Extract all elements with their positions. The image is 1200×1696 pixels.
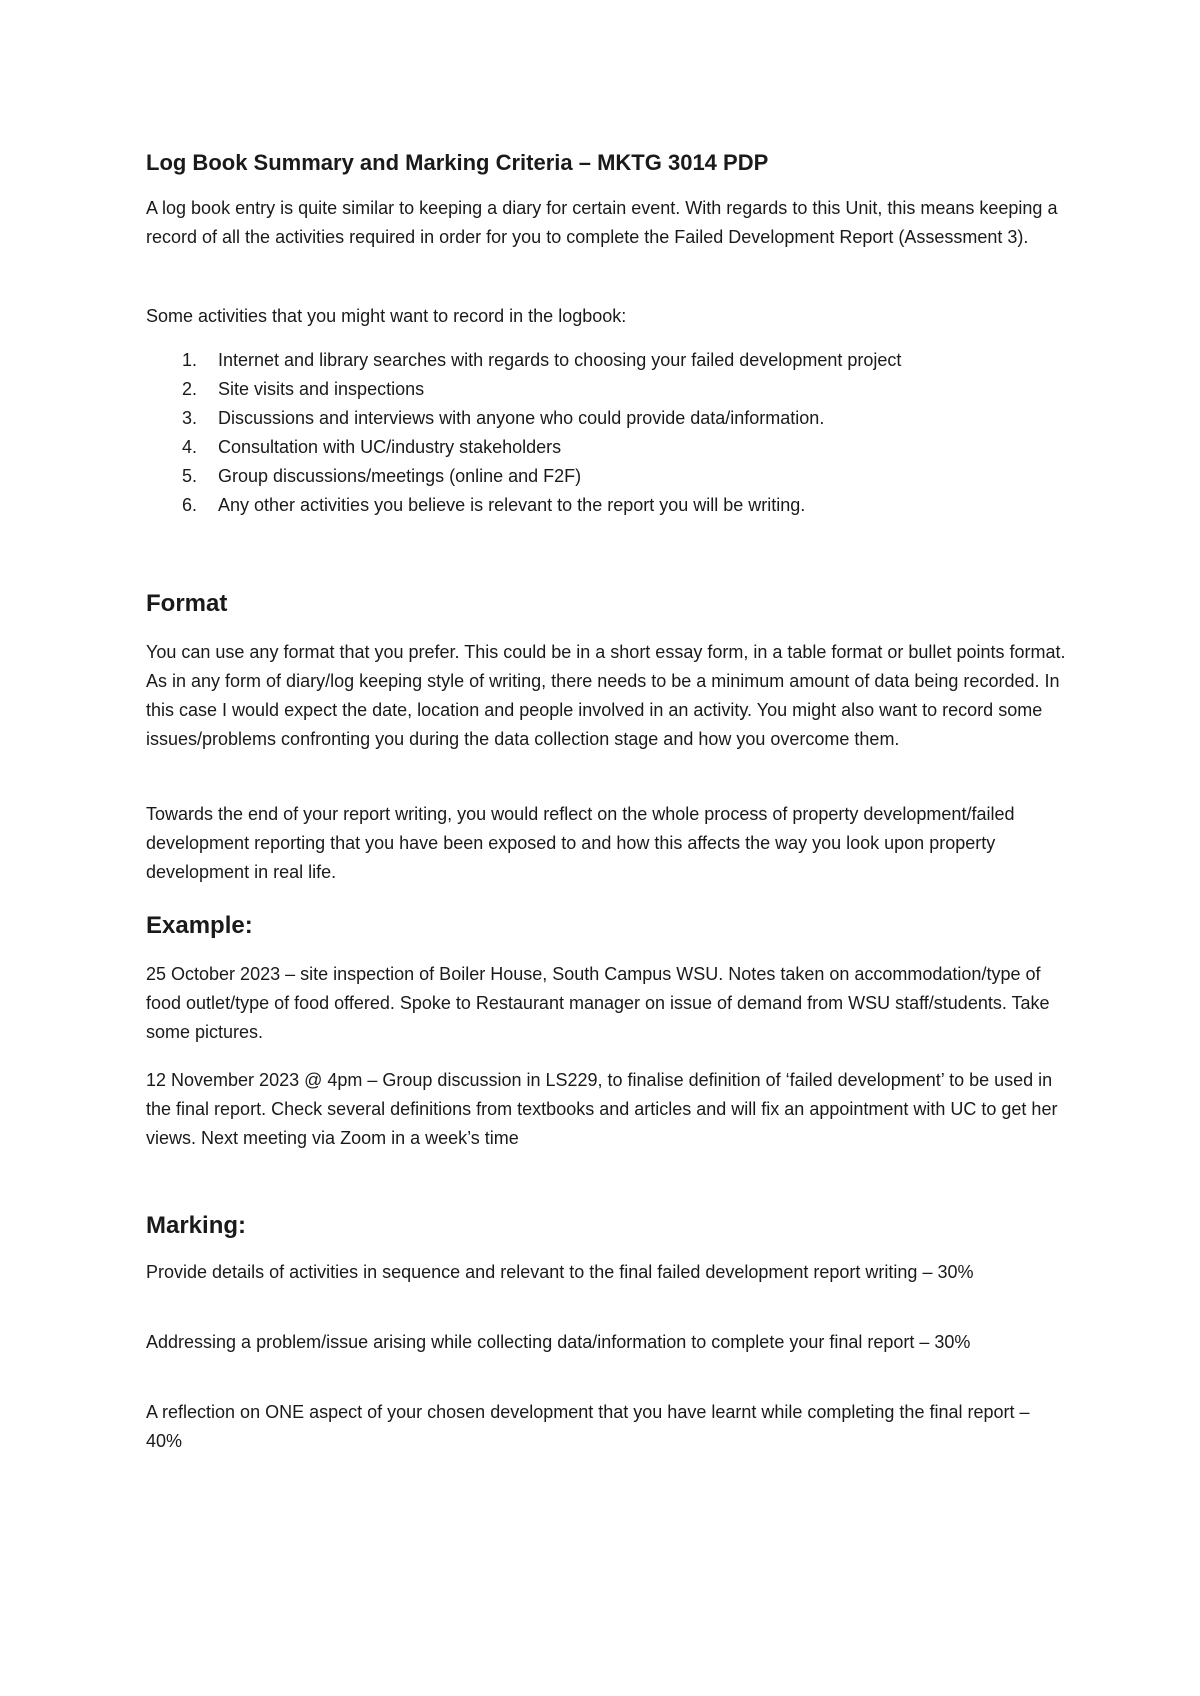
example-heading: Example: xyxy=(146,912,253,939)
marking-criterion: Addressing a problem/issue arising while collecting data/information to complete your final report – 30% xyxy=(146,1332,971,1352)
list-item-text: Internet and library searches with regards to choosing your failed development project xyxy=(218,350,902,370)
list-item-text: Site visits and inspections xyxy=(218,379,425,399)
list-item-text: Discussions and interviews with anyone who could provide data/information. xyxy=(218,408,825,428)
list-item xyxy=(146,346,1066,375)
list-item xyxy=(146,375,1066,404)
format-heading: Format xyxy=(146,590,228,617)
list-item xyxy=(146,462,1066,491)
list-item-text: Group discussions/meetings (online and F2F) xyxy=(218,466,582,486)
list-item xyxy=(146,433,1066,462)
example-entry: 12 November 2023 @ 4pm – Group discussion in LS229, to finalise definition of ‘failed development’ to be used in the final report. Check several definitions from textbooks and articles and will fix an appointment with UC to get her views. Next meeting via Zoom in a week’s time xyxy=(146,1070,1058,1148)
list-item-number: 6. xyxy=(182,495,198,515)
activities-lead-text: Some activities that you might want to record in the logbook: xyxy=(146,306,627,326)
list-item xyxy=(146,404,1066,433)
list-item-number: 1. xyxy=(182,350,198,370)
list-item-number: 2. xyxy=(182,379,198,399)
example-entry: 25 October 2023 – site inspection of Boiler House, South Campus WSU. Notes taken on accommodation/type of food outlet/type of food offered. Spoke to Restaurant manager on issue of demand from WSU staff/students. Take some pictures. xyxy=(146,964,1050,1042)
marking-criterion: Provide details of activities in sequence and relevant to the final failed development report writing – 30% xyxy=(146,1262,974,1282)
list-item-text: Any other activities you believe is relevant to the report you will be writing. xyxy=(218,495,806,515)
reflection-paragraph: Towards the end of your report writing, you would reflect on the whole process of property development/failed development reporting that you have been exposed to and how this affects the way you look upon property development in real life. xyxy=(146,804,1015,882)
document-title: Log Book Summary and Marking Criteria – MKTG 3014 PDP xyxy=(146,150,769,175)
list-item-number: 3. xyxy=(182,408,198,428)
marking-heading: Marking: xyxy=(146,1212,247,1239)
list-item-number: 5. xyxy=(182,466,198,486)
list-item-number: 4. xyxy=(182,437,198,457)
list-item-text: Consultation with UC/industry stakeholders xyxy=(218,437,562,457)
activities-list xyxy=(146,346,1066,520)
marking-criterion: A reflection on ONE aspect of your chosen development that you have learnt while completing the final report – 40% xyxy=(146,1402,1030,1451)
intro-paragraph: A log book entry is quite similar to keeping a diary for certain event. With regards to this Unit, this means keeping a record of all the activities required in order for you to complete the Failed Development Report (Assessment 3). xyxy=(146,198,1058,247)
list-item xyxy=(146,491,1066,520)
format-paragraph: You can use any format that you prefer. This could be in a short essay form, in a table format or bullet points format. As in any form of diary/log keeping style of writing, there needs to be a minimum amount of data being recorded. In this case I would expect the date, location and people involved in an activity. You might also want to record some issues/problems confronting you during the data collection stage and how you overcome them. xyxy=(146,642,1066,749)
